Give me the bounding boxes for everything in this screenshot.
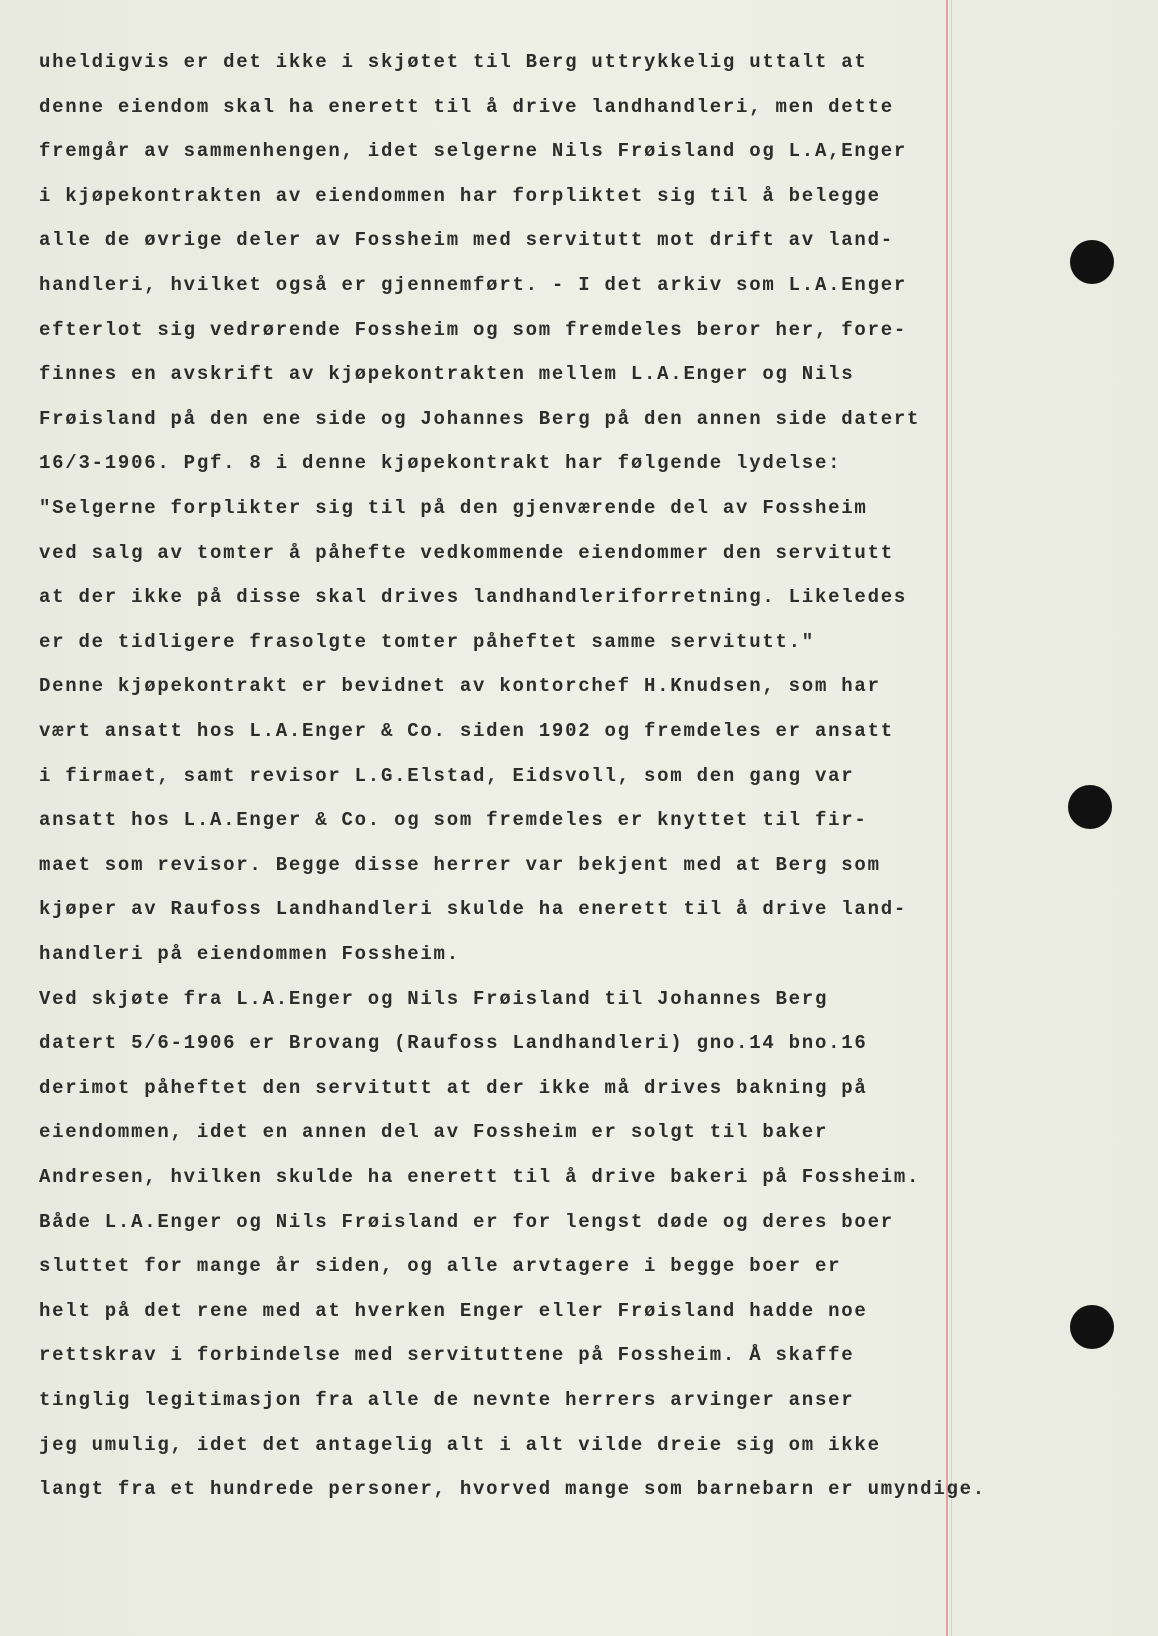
text-line: 16/3-1906. Pgf. 8 i denne kjøpekontrakt har følgende lydelse: [39,452,842,475]
text-line: ansatt hos L.A.Enger & Co. og som fremdeles er knyttet til fir- [39,809,868,832]
text-line: langt fra et hundrede personer, hvorved mange som barnebarn er umyndige. [39,1478,986,1501]
text-line: i firmaet, samt revisor L.G.Elstad, Eidsvoll, som den gang var [39,764,855,787]
text-line: Ved skjøte fra L.A.Enger og Nils Frøisland til Johannes Berg [39,987,829,1010]
text-line: denne eiendom skal ha enerett til å drive landhandleri, men dette [39,95,894,118]
text-line: kjøper av Raufoss Landhandleri skulde ha enerett til å drive land- [39,898,908,921]
text-line: er de tidligere frasolgte tomter påheftet samme servitutt." [39,630,815,653]
text-line: Andresen, hvilken skulde ha enerett til å drive bakeri på Fossheim. [39,1166,921,1188]
punch-hole [1070,1305,1114,1349]
text-line: jeg umulig, idet det antagelig alt i alt vilde dreie sig om ikke [39,1433,881,1456]
text-line: "Selgerne forplikter sig til på den gjenværende del av Fossheim [39,497,868,519]
punch-hole [1068,785,1112,829]
text-line: vært ansatt hos L.A.Enger & Co. siden 1902 og fremdeles er ansatt [39,720,894,742]
text-line: handleri, hvilket også er gjennemført. - I det arkiv som L.A.Enger [39,274,908,296]
text-line: tinglig legitimasjon fra alle de nevnte herrers arvinger anser [39,1389,855,1411]
text-line: Denne kjøpekontrakt er bevidnet av kontorchef H.Knudsen, som har [39,675,881,698]
text-line: rettskrav i forbindelse med servituttene på Fossheim. Å skaffe [39,1344,855,1367]
text-line: i kjøpekontrakten av eiendommen har forpliktet sig til å belegge [39,184,881,207]
text-line: helt på det rene med at hverken Enger eller Frøisland hadde noe [39,1299,868,1322]
punch-hole [1070,240,1114,284]
text-line: eiendommen, idet en annen del av Fossheim er solgt til baker [39,1121,829,1144]
text-line: finnes en avskrift av kjøpekontrakten mellem L.A.Enger og Nils [39,363,855,386]
text-line: Frøisland på den ene side og Johannes Berg på den annen side datert [39,407,921,430]
text-line: maet som revisor. Begge disse herrer var bekjent med at Berg som [39,853,881,876]
text-line: uheldigvis er det ikke i skjøtet til Berg uttrykkelig uttalt at [39,51,868,73]
text-line: at der ikke på disse skal drives landhandleriforretning. Likeledes [39,586,908,609]
margin-rule [946,0,948,1636]
text-line: alle de øvrige deler av Fossheim med servitutt mot drift av land- [39,229,894,252]
text-line: efterlot sig vedrørende Fossheim og som fremdeles beror her, fore- [39,318,908,341]
text-line: fremgår av sammenhengen, idet selgerne Nils Frøisland og L.A,Enger [39,140,908,163]
text-line: datert 5/6-1906 er Brovang (Raufoss Landhandleri) gno.14 bno.16 [39,1032,868,1055]
text-line: ved salg av tomter å påhefte vedkommende eiendommer den servitutt [39,541,894,564]
margin-rule-shadow [951,0,952,1636]
text-line: handleri på eiendommen Fossheim. [39,943,460,965]
text-line: derimot påheftet den servitutt at der ikke må drives bakning på [39,1076,868,1099]
text-line: Både L.A.Enger og Nils Frøisland er for lengst døde og deres boer [39,1210,894,1233]
text-line: sluttet for mange år siden, og alle arvtagere i begge boer er [39,1255,842,1278]
